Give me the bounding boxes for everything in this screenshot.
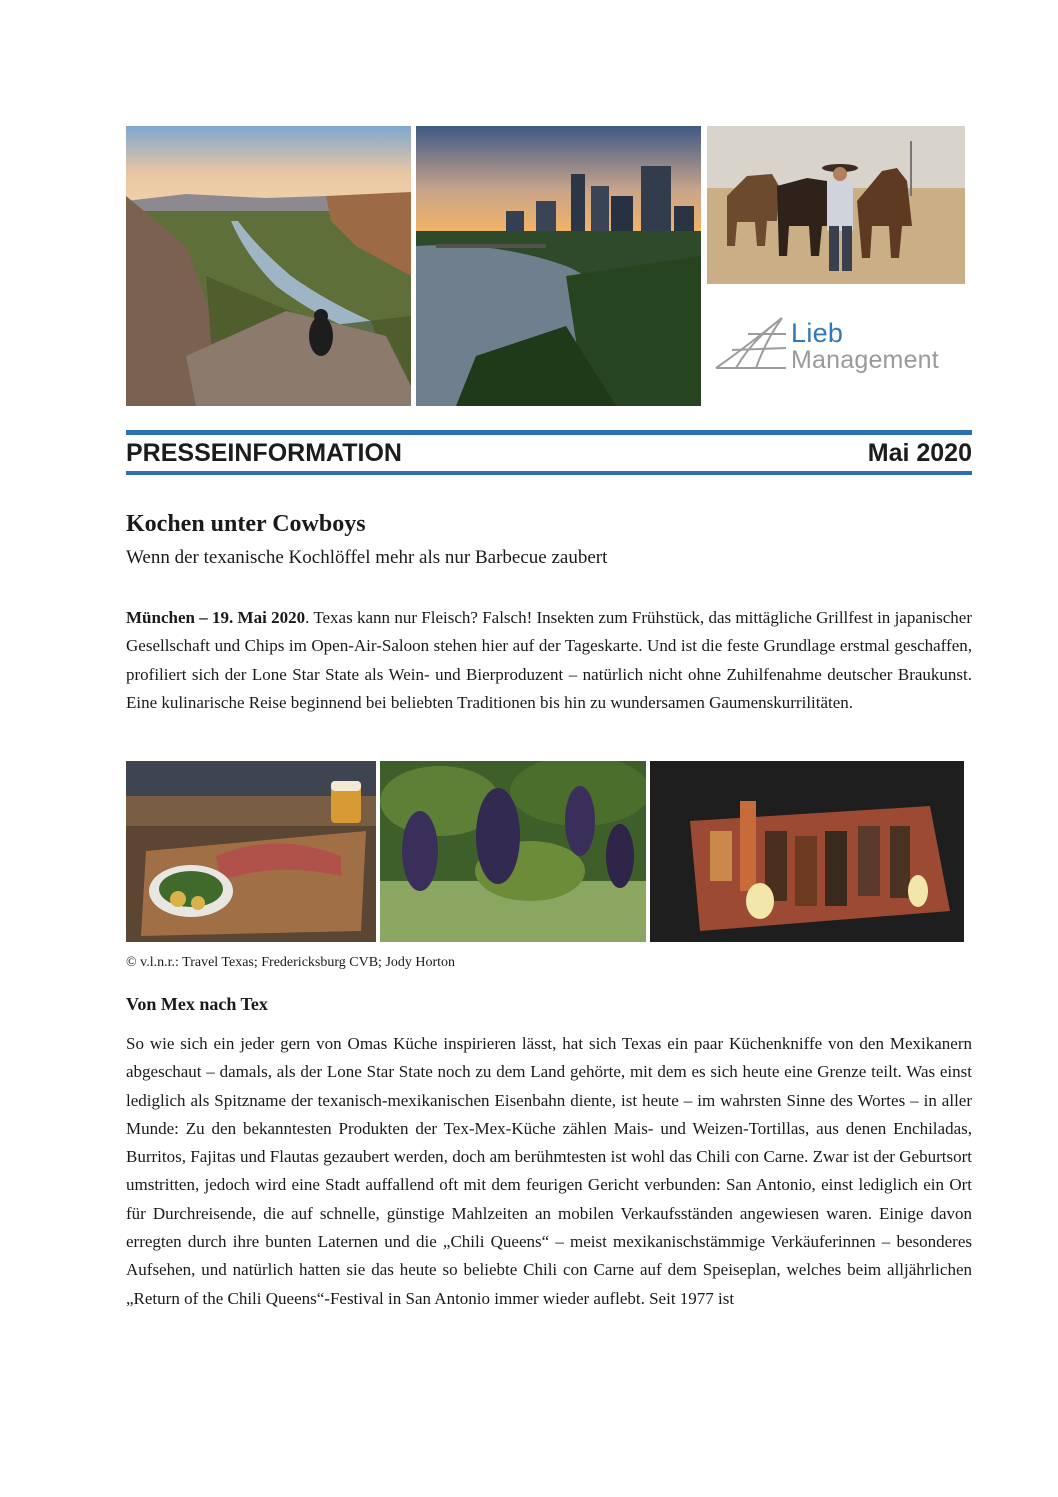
canyon-river-photo xyxy=(126,126,411,406)
press-bar-top-rule xyxy=(126,430,972,435)
logo-name-line1: Lieb xyxy=(791,318,844,348)
logo-name-line2: Management xyxy=(791,346,939,374)
steak-board-photo xyxy=(126,761,376,942)
section-paragraph: So wie sich ein jeder gern von Omas Küche inspirieren lässt, hat sich Texas ein paar Küchenkniffe von den Mexikanern abgeschaut – damals, als der Lone Star State noch zu dem Land gehörte, mit dem es sich heute eine Grenze teilt. Was einst lediglich als Spitzname der texanisch-mexikanischen Eisenbahn diente, ist heute – im wahrsten Sinne des Wortes – in aller Munde: Zu den bekanntesten Produkten der Tex-Mex-Küche zählen Mais- und Weizen-Tortillas, aus denen Enchiladas, Burritos, Fajitas und Flautas gezaubert werden, doch am berühmtesten ist wohl das Chili con Carne. Zwar ist der Geburtsort umstritten, jedoch wird eine Stadt auffallend oft mit dem feurigen Gericht verbunden: San Antonio, einst lediglich ein Ort für Durchreisende, die auf schnelle, günstige Mahlzeiten an mobilen Verkaufsständen angewiesen waren. Einige davon erregten durch ihre bunten Laternen und die „Chili Queens“ – meist mexikanischstämmige Verkäuferinnen – besonderes Aufsehen, und natürlich hatten sie das heute so beliebte Chili con Carne auf dem Speiseplan, welches beim alljährlichen „Return of the Chili Queens“-Festival in San Antonio immer wieder auflebt. Seit 1977 ist xyxy=(126,1034,972,1308)
cowboy-horses-photo xyxy=(707,126,965,284)
intro-dateline: München – 19. Mai 2020 xyxy=(126,608,306,627)
press-date: Mai 2020 xyxy=(867,439,972,467)
globe-arc-icon xyxy=(712,310,792,382)
grapevine-photo xyxy=(380,761,646,942)
skewers-platter-photo xyxy=(650,761,964,942)
press-bar-bottom-rule xyxy=(126,471,972,475)
subheadline: Wenn der texanische Kochlöffel mehr als nur Barbecue zaubert xyxy=(126,547,608,568)
section-heading: Von Mex nach Tex xyxy=(126,994,268,1014)
intro-paragraph xyxy=(126,604,972,717)
headline: Kochen unter Cowboys xyxy=(126,511,366,537)
lieb-management-logo xyxy=(712,310,964,382)
intro-text: . Texas kann nur Fleisch? Falsch! Insekten zum Frühstück, das mittägliche Grillfest in japanischer Gesellschaft und Chips im Open-Air-Saloon stehen hier auf der Tageskarte. Und ist die feste Grundlage erstmal geschaffen, profiliert sich der Lone Star State als Wein- und Bierproduzent – natürlich nicht ohne Zuhilfenahme deutscher Braukunst. Eine kulinarische Reise beginnend bei beliebten Traditionen bis hin zu wundersamen Gaumenskurrilitäten. xyxy=(126,608,972,712)
austin-skyline-photo xyxy=(416,126,701,406)
photo-caption: © v.l.n.r.: Travel Texas; Fredericksburg CVB; Jody Horton xyxy=(126,955,456,970)
press-label: PRESSEINFORMATION xyxy=(126,439,402,467)
